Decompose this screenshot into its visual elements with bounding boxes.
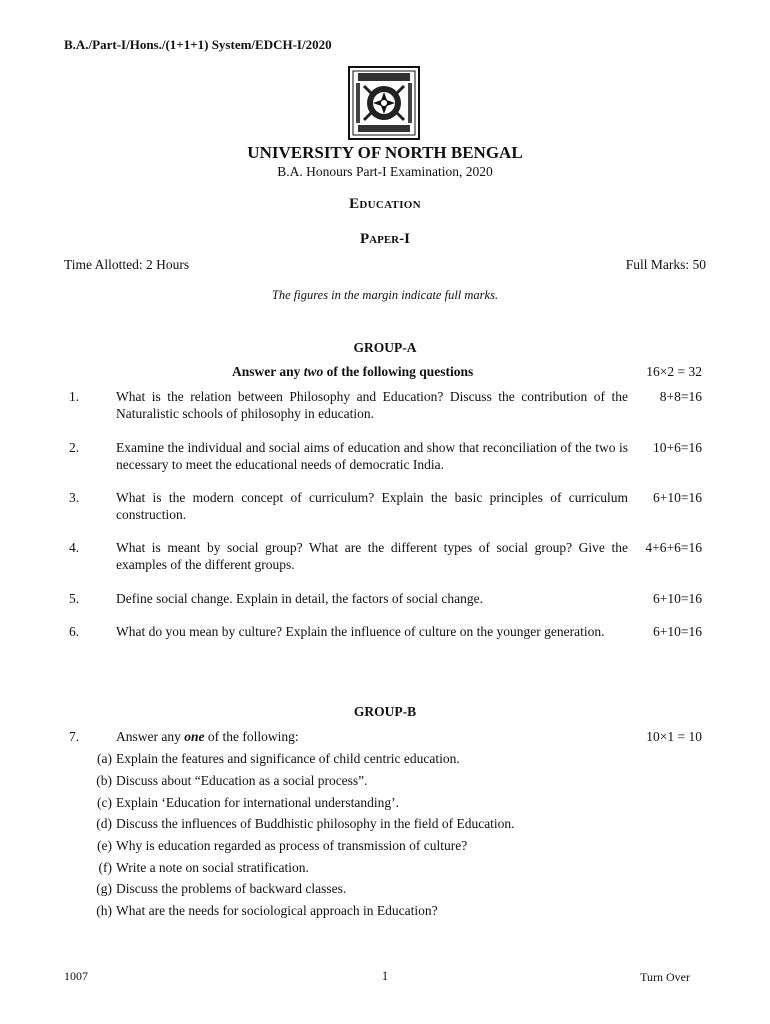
group-b-instruction-em: one	[184, 729, 205, 744]
question-number: 6.	[69, 624, 80, 639]
question-text: Define social change. Explain in detail, the factors of social change.	[116, 591, 483, 606]
group-a-instruction-em: two	[303, 364, 324, 379]
group-a-instruction-pre: Answer any	[232, 364, 304, 379]
turn-over-note: Turn Over	[640, 970, 690, 984]
footer-code: 1007	[64, 969, 88, 983]
subquestion-text: What are the needs for sociological approach in Education?	[116, 903, 438, 918]
subject-text: Education	[349, 196, 421, 212]
subquestion-text: Explain ‘Education for international understanding’.	[116, 795, 400, 810]
question-text: Examine the individual and social aims of education and show that reconciliation of the two is necessary to meet the educational needs of democratic India.	[116, 440, 628, 472]
group-a-marks: 16×2 = 32	[646, 364, 702, 379]
paper-title	[0, 231, 770, 248]
university-seal	[348, 66, 420, 140]
question-number: 1.	[69, 389, 80, 404]
subquestion-text: Discuss the problems of backward classes.	[116, 881, 347, 896]
subquestion-label: (h)	[96, 903, 112, 918]
question-marks: 4+6+6=16	[645, 540, 702, 555]
group-b-title: GROUP-B	[353, 704, 417, 719]
group-b-instruction	[116, 728, 628, 745]
question-text: What is the relation between Philosophy and Education? Discuss the contribution of the Naturalistic schools of philosophy in education.	[116, 389, 628, 421]
question-number: 2.	[69, 440, 80, 455]
subject-title	[0, 196, 770, 213]
group-b-marks: 10×1 = 10	[646, 729, 702, 744]
time-allotted: Time Allotted: 2 Hours	[64, 257, 190, 272]
subquestion-text: Write a note on social stratification.	[116, 860, 309, 875]
group-a-instruction-post: of the following questions	[323, 364, 474, 379]
paper-code: B.A./Part-I/Hons./(1+1+1) System/EDCH-I/2020	[64, 37, 332, 52]
subquestion-label: (g)	[96, 881, 112, 896]
university-name: UNIVERSITY OF NORTH BENGAL	[247, 143, 523, 162]
question-text: What is the modern concept of curriculum? Explain the basic principles of curriculum construction.	[116, 490, 628, 522]
question-marks: 10+6=16	[653, 440, 702, 455]
question-number: 5.	[69, 591, 80, 606]
group-b-instruction-pre: Answer any	[116, 729, 185, 744]
question-marks: 6+10=16	[653, 490, 702, 505]
question-marks: 6+10=16	[653, 624, 702, 639]
question-number: 7.	[69, 729, 80, 744]
page-number: 1	[381, 969, 389, 983]
group-b-instruction-post: of the following:	[204, 729, 299, 744]
subquestion-label: (d)	[96, 816, 112, 831]
exam-title: B.A. Honours Part-I Examination, 2020	[277, 164, 493, 179]
subquestion-text: Why is education regarded as process of transmission of culture?	[116, 838, 468, 853]
group-a-title: GROUP-A	[353, 340, 417, 355]
subquestion-text: Discuss about “Education as a social process”.	[116, 773, 368, 788]
question-text: What do you mean by culture? Explain the influence of culture on the younger generation.	[116, 624, 605, 639]
question-marks: 6+10=16	[653, 591, 702, 606]
question-marks: 8+8=16	[659, 389, 702, 404]
question-text: What is meant by social group? What are the different types of social group? Give the examples of the different groups.	[116, 540, 628, 572]
subquestion-label: (b)	[96, 773, 112, 788]
subquestion-label: (f)	[98, 860, 112, 875]
subquestion-label: (a)	[97, 751, 112, 766]
subquestion-text: Discuss the influences of Buddhistic philosophy in the field of Education.	[116, 816, 515, 831]
subquestion-text: Explain the features and significance of child centric education.	[116, 751, 460, 766]
question-number: 4.	[69, 540, 80, 555]
question-number: 3.	[69, 490, 80, 505]
paper-text: Paper-I	[360, 231, 410, 247]
group-a-instruction	[232, 364, 473, 380]
margin-note: The figures in the margin indicate full marks.	[271, 288, 499, 302]
subquestion-label: (e)	[97, 838, 112, 853]
full-marks: Full Marks: 50	[625, 257, 706, 272]
subquestion-label: (c)	[97, 795, 112, 810]
